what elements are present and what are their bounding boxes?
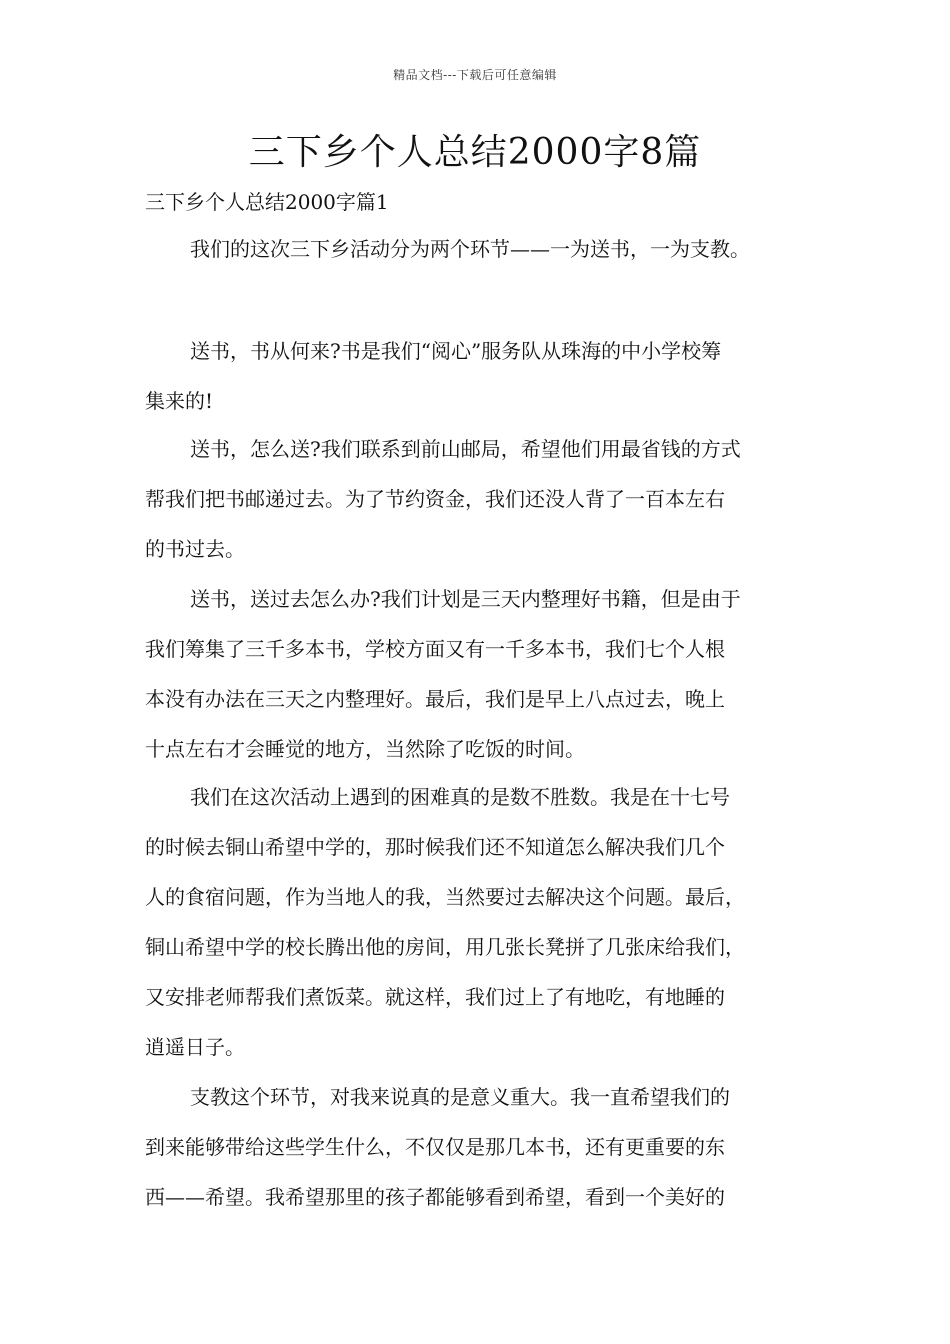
paragraph-2: [145, 326, 825, 426]
paragraph-1: [145, 224, 825, 274]
section-heading: 三下乡个人总结2000字篇1: [145, 190, 389, 214]
paragraph-4: [145, 574, 825, 774]
paragraph-6: [145, 1072, 825, 1222]
paragraph-line: 送书，怎么送?我们联系到前山邮局，希望他们用最省钱的方式: [190, 437, 741, 461]
paragraph-line: 我们在这次活动上遇到的困难真的是数不胜数。我是在十七号: [190, 785, 730, 809]
header-note: 精品文档---下载后可任意编辑: [393, 68, 557, 82]
paragraph-line: 十点左右才会睡觉的地方，当然除了吃饭的时间。: [145, 737, 585, 761]
paragraph-line: 送书，书从何来?书是我们“阅心”服务队从珠海的中小学校筹: [190, 339, 722, 363]
paragraph-line: 支教这个环节，对我来说真的是意义重大。我一直希望我们的: [190, 1085, 730, 1109]
paragraph-line: 西——希望。我希望那里的孩子都能够看到希望，看到一个美好的: [145, 1185, 725, 1209]
paragraph-5: [145, 772, 825, 1072]
paragraph-line: 送书，送过去怎么办?我们计划是三天内整理好书籍，但是由于: [190, 587, 741, 611]
paragraph-line: 又安排老师帮我们煮饭菜。就这样，我们过上了有地吃，有地睡的: [145, 985, 725, 1009]
paragraph-line: 逍遥日子。: [145, 1035, 245, 1059]
paragraph-line: 我们筹集了三千多本书，学校方面又有一千多本书，我们七个人根: [145, 637, 725, 661]
paragraph-3: [145, 424, 825, 574]
document-title: 三下乡个人总结2000字8篇: [248, 132, 702, 173]
paragraph-line: 的时候去铜山希望中学的，那时候我们还不知道怎么解决我们几个: [145, 835, 725, 859]
paragraph-line: 铜山希望中学的校长腾出他的房间，用几张长凳拼了几张床给我们，: [145, 935, 745, 959]
paragraph-line: 本没有办法在三天之内整理好。最后，我们是早上八点过去，晚上: [145, 687, 725, 711]
paragraph-line: 到来能够带给这些学生什么，不仅仅是那几本书，还有更重要的东: [145, 1135, 725, 1159]
paragraph-line: 我们的这次三下乡活动分为两个环节——一为送书，一为支教。: [190, 237, 750, 261]
paragraph-line: 人的食宿问题，作为当地人的我，当然要过去解决这个问题。最后，: [145, 885, 745, 909]
paragraph-line: 的书过去。: [145, 537, 245, 561]
paragraph-line: 帮我们把书邮递过去。为了节约资金，我们还没人背了一百本左右: [145, 487, 725, 511]
paragraph-line: 集来的!: [145, 389, 214, 413]
